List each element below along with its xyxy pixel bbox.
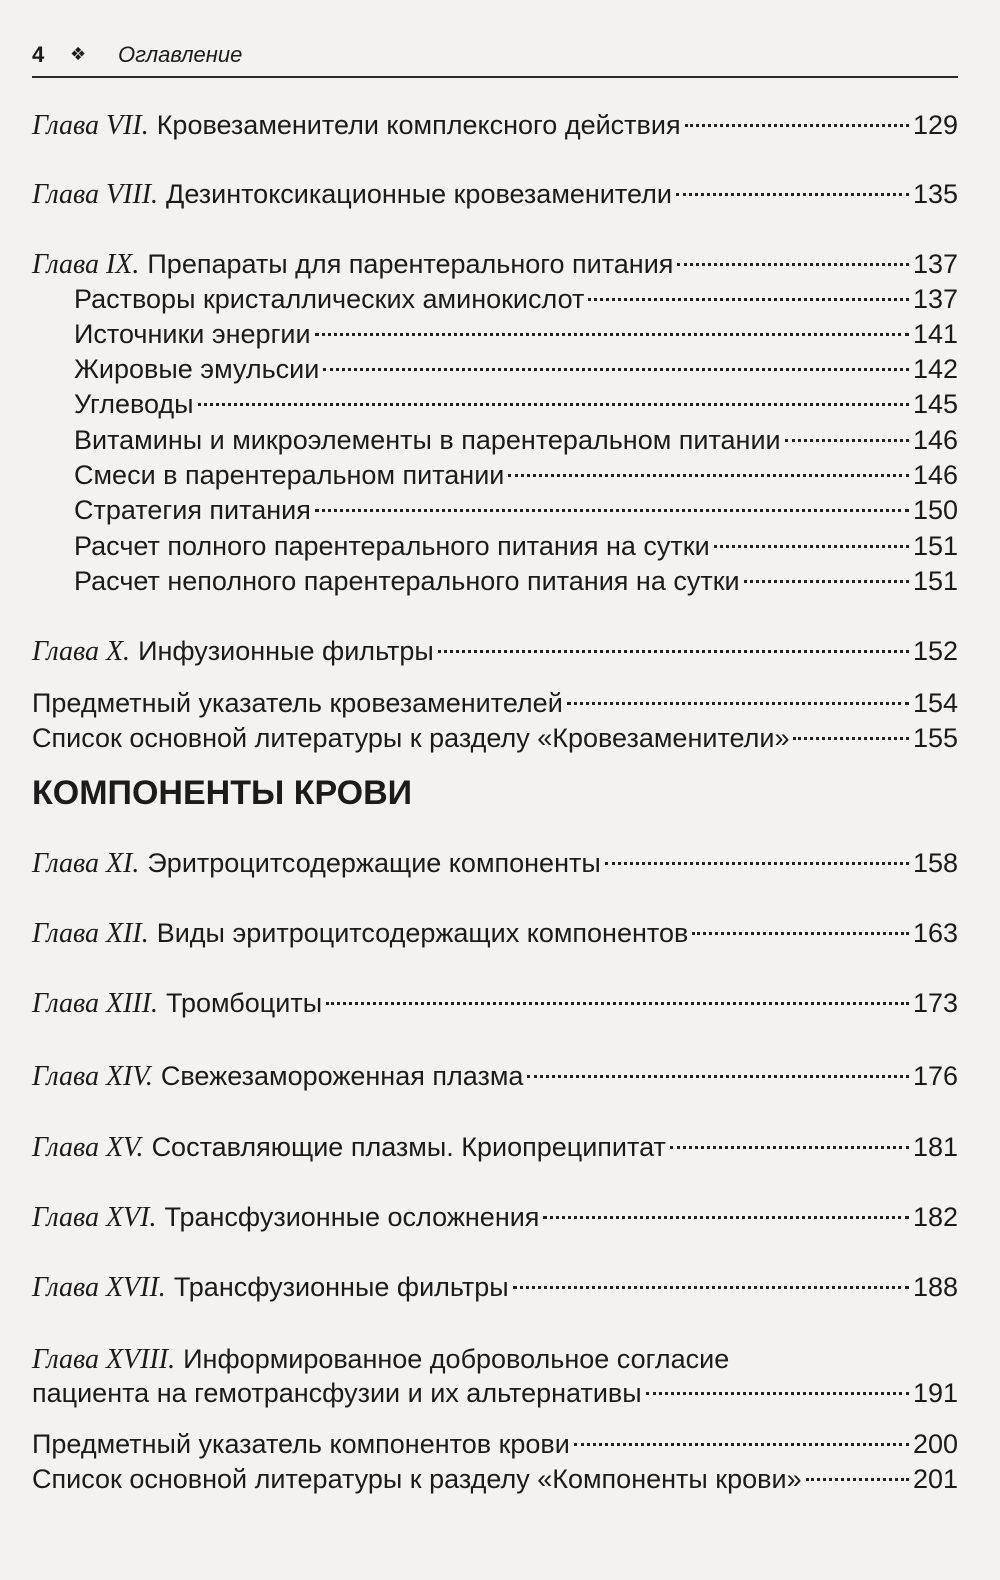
entry-page: 201 — [912, 1464, 958, 1494]
entry-title: Препараты для парентерального питания — [147, 249, 674, 279]
entry-title: Кровезаменители комплексного действия — [156, 110, 681, 140]
toc-entry-chapter-10[interactable] — [32, 634, 958, 669]
toc-subentry[interactable] — [74, 423, 958, 457]
entry-page: 154 — [912, 688, 958, 718]
entry-title: Список основной литературы к разделу «Компоненты крови» — [32, 1464, 802, 1494]
entry-page: 163 — [912, 918, 958, 948]
entry-page: 146 — [912, 460, 958, 490]
toc-subentry[interactable] — [74, 493, 958, 527]
entry-page: 151 — [912, 531, 958, 561]
entry-page: 158 — [912, 848, 958, 878]
toc-entry-chapter-15[interactable] — [32, 1130, 958, 1165]
entry-page: 145 — [912, 389, 958, 419]
dot-leader — [315, 509, 909, 512]
dot-leader — [605, 862, 909, 865]
entry-title: Составляющие плазмы. Криопреципитат — [151, 1132, 666, 1162]
entry-title: Виды эритроцитсодержащих компонентов — [156, 918, 689, 948]
entry-title: Эритроцитсодержащие компоненты — [147, 848, 601, 878]
entry-page: 141 — [912, 319, 958, 349]
toc-entry-chapter-8[interactable] — [32, 177, 958, 212]
toc-subentry[interactable] — [74, 458, 958, 492]
entry-page: 182 — [912, 1202, 958, 1232]
dot-leader — [676, 193, 909, 196]
dot-leader — [588, 298, 909, 301]
toc-entry-chapter-14[interactable] — [32, 1059, 958, 1094]
dot-leader — [574, 1443, 909, 1446]
toc-entry-references[interactable] — [32, 721, 958, 755]
entry-page: 129 — [912, 110, 958, 140]
toc-subentry[interactable] — [74, 352, 958, 386]
entry-title: Источники энергии — [74, 319, 311, 349]
dot-leader — [567, 702, 909, 705]
toc-entry-index-blood[interactable] — [32, 1427, 958, 1461]
dot-leader — [670, 1146, 909, 1149]
toc-entry-chapter-18-line2[interactable] — [32, 1376, 958, 1410]
dot-leader — [692, 932, 909, 935]
chapter-label: Глава XIII. — [32, 988, 159, 1019]
entry-page: 200 — [912, 1429, 958, 1459]
dot-leader — [513, 1286, 909, 1289]
entry-title: Углеводы — [74, 389, 194, 419]
dot-leader — [323, 368, 909, 371]
entry-title: Стратегия питания — [74, 495, 311, 525]
chapter-label: Глава XVI. — [32, 1202, 157, 1233]
chapter-label: Глава XIV. — [32, 1061, 153, 1092]
entry-title: Предметный указатель кровезаменителей — [32, 688, 563, 718]
chapter-label: Глава XVII. — [32, 1272, 166, 1303]
chapter-label: Глава XVIII. — [32, 1344, 176, 1375]
dot-leader — [714, 545, 909, 548]
entry-title: Растворы кристаллических аминокислот — [74, 284, 585, 314]
toc-entry-chapter-16[interactable] — [32, 1200, 958, 1235]
entry-page: 142 — [912, 354, 958, 384]
entry-page: 152 — [912, 636, 958, 666]
dot-leader — [646, 1392, 909, 1395]
entry-title: Список основной литературы к разделу «Кровезаменители» — [32, 723, 790, 753]
part-title: КОМПОНЕНТЫ КРОВИ — [32, 774, 413, 812]
toc-entry-chapter-18-line1[interactable] — [32, 1342, 729, 1377]
entry-page: 137 — [912, 249, 958, 279]
dot-leader — [438, 650, 909, 653]
dot-leader — [326, 1002, 909, 1005]
toc-subentry[interactable] — [74, 282, 958, 316]
entry-page: 181 — [912, 1132, 958, 1162]
toc-subentry[interactable] — [74, 529, 958, 563]
entry-title-continued: пациента на гемотрансфузии и их альтернативы — [32, 1378, 642, 1408]
chapter-label: Глава VII. — [32, 110, 149, 141]
entry-title: Тромбоциты — [166, 988, 323, 1018]
dot-leader — [806, 1478, 909, 1481]
entry-page: 146 — [912, 425, 958, 455]
dot-leader — [198, 403, 909, 406]
toc-entry-chapter-9[interactable] — [32, 247, 958, 282]
page-number: 4 — [32, 42, 45, 67]
entry-page: 188 — [912, 1272, 958, 1302]
section-heading: Оглавление — [118, 42, 243, 67]
toc-entry-chapter-13[interactable] — [32, 986, 958, 1021]
entry-title: Витамины и микроэлементы в парентеральном питании — [74, 425, 781, 455]
toc-entry-index[interactable] — [32, 686, 958, 720]
ornament-icon: ❖ — [70, 44, 87, 64]
entry-page: 135 — [912, 179, 958, 209]
chapter-label: Глава XII. — [32, 918, 149, 949]
dot-leader — [685, 124, 909, 127]
dot-leader — [508, 474, 909, 477]
entry-page: 150 — [912, 495, 958, 525]
entry-title: Трансфузионные осложнения — [164, 1202, 540, 1232]
entry-page: 191 — [912, 1378, 958, 1408]
entry-title: Инфузионные фильтры — [138, 636, 434, 666]
toc-entry-chapter-11[interactable] — [32, 846, 958, 881]
dot-leader — [677, 263, 909, 266]
chapter-label: Глава XV. — [32, 1132, 144, 1163]
chapter-label: Глава VIII. — [32, 179, 159, 210]
entry-title: Дезинтоксикационные кровезаменители — [166, 179, 672, 209]
toc-subentry[interactable] — [74, 387, 958, 421]
entry-title: Свежезамороженная плазма — [160, 1061, 524, 1091]
entry-title: Трансфузионные фильтры — [173, 1272, 509, 1302]
chapter-label: Глава IX. — [32, 249, 140, 280]
entry-title: Предметный указатель компонентов крови — [32, 1429, 570, 1459]
dot-leader — [543, 1216, 909, 1219]
entry-page: 137 — [912, 284, 958, 314]
entry-page: 151 — [912, 566, 958, 596]
entry-title: Расчет неполного парентерального питания на сутки — [74, 566, 740, 596]
entry-title: Расчет полного парентерального питания на сутки — [74, 531, 710, 561]
toc-entry-chapter-7[interactable] — [32, 108, 958, 143]
entry-title: Информированное добровольное согласие — [183, 1344, 730, 1374]
dot-leader — [744, 580, 909, 583]
dot-leader — [315, 333, 909, 336]
entry-page: 173 — [912, 988, 958, 1018]
dot-leader — [793, 737, 908, 740]
toc-entry-chapter-17[interactable] — [32, 1270, 958, 1305]
running-header — [32, 36, 958, 78]
chapter-label: Глава XI. — [32, 848, 140, 879]
dot-leader — [527, 1075, 909, 1078]
toc-entry-chapter-12[interactable] — [32, 916, 958, 951]
entry-page: 155 — [912, 723, 958, 753]
chapter-label: Глава X. — [32, 636, 131, 667]
toc-entry-references-blood[interactable] — [32, 1462, 958, 1496]
entry-page: 176 — [912, 1061, 958, 1091]
entry-title: Жировые эмульсии — [74, 354, 320, 384]
toc-subentry[interactable] — [74, 564, 958, 598]
dot-leader — [785, 439, 909, 442]
toc-subentry[interactable] — [74, 317, 958, 351]
entry-title: Смеси в парентеральном питании — [74, 460, 505, 490]
